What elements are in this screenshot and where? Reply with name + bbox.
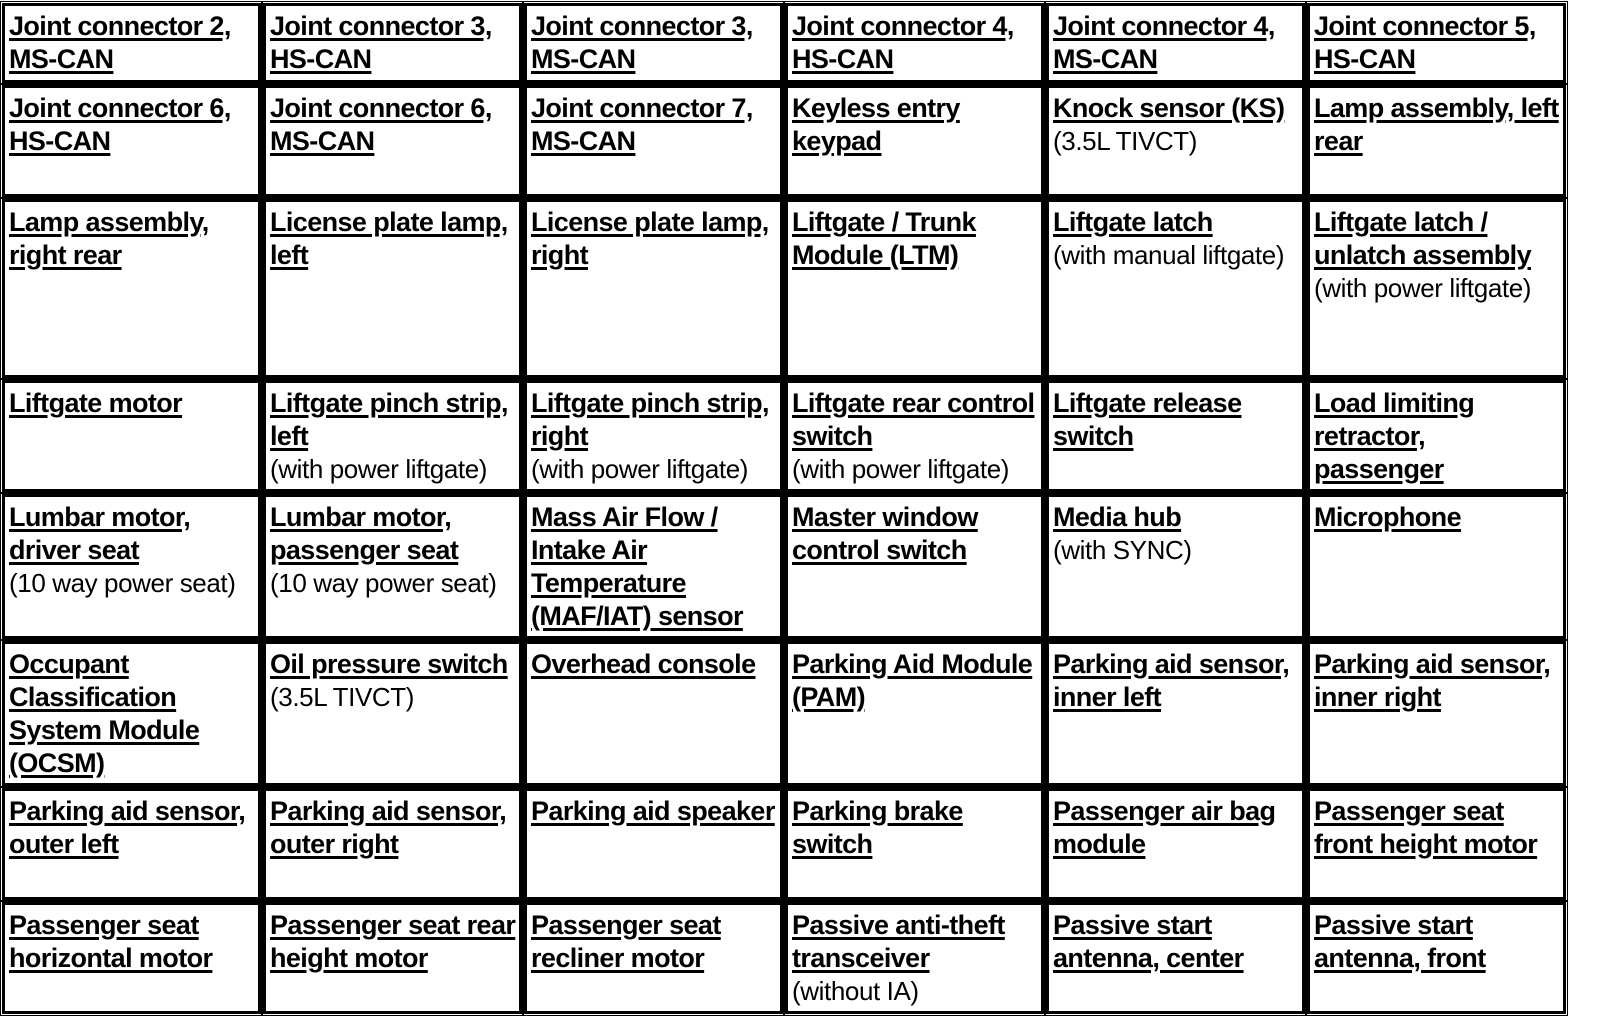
component-note: (with power liftgate)	[1314, 273, 1532, 303]
component-note: (with manual liftgate)	[1053, 240, 1285, 270]
component-link[interactable]: License plate lamp, left	[270, 207, 508, 270]
component-cell[interactable]	[263, 788, 522, 900]
component-link[interactable]: Microphone	[1314, 502, 1461, 532]
component-cell[interactable]	[1046, 199, 1305, 378]
component-cell[interactable]	[263, 380, 522, 492]
component-link[interactable]: Liftgate pinch strip, left	[270, 388, 508, 451]
component-link[interactable]: Parking aid sensor, outer right	[270, 796, 507, 859]
component-cell[interactable]	[1046, 3, 1305, 83]
component-cell[interactable]	[1307, 199, 1566, 378]
component-cell[interactable]	[1307, 85, 1566, 197]
component-cell[interactable]	[2, 902, 261, 1014]
component-link[interactable]: Joint connector 6, HS-CAN	[9, 93, 231, 156]
component-link[interactable]: Master window control switch	[792, 502, 978, 565]
component-cell[interactable]	[1307, 380, 1566, 492]
component-cell[interactable]	[785, 788, 1044, 900]
component-cell[interactable]	[263, 199, 522, 378]
component-cell[interactable]	[2, 788, 261, 900]
component-cell[interactable]	[2, 380, 261, 492]
component-cell[interactable]	[1307, 788, 1566, 900]
component-link[interactable]: Lamp assembly, left rear	[1314, 93, 1559, 156]
component-link[interactable]: Liftgate motor	[9, 388, 183, 418]
component-link[interactable]: Parking aid sensor, inner left	[1053, 649, 1290, 712]
component-link[interactable]: Overhead console	[531, 649, 756, 679]
component-cell[interactable]	[2, 3, 261, 83]
component-note: (3.5L TIVCT)	[270, 682, 415, 712]
component-link[interactable]: Passive start antenna, center	[1053, 910, 1244, 973]
component-note: (without IA)	[792, 976, 919, 1006]
component-cell[interactable]	[524, 494, 783, 639]
component-link[interactable]: Passenger air bag module	[1053, 796, 1276, 859]
component-note: (with power liftgate)	[270, 454, 488, 484]
component-cell[interactable]	[1046, 85, 1305, 197]
component-cell[interactable]	[263, 85, 522, 197]
component-cell[interactable]	[2, 85, 261, 197]
component-cell[interactable]	[524, 380, 783, 492]
component-cell[interactable]	[2, 641, 261, 786]
component-note: (10 way power seat)	[270, 568, 497, 598]
component-cell[interactable]	[263, 902, 522, 1014]
component-link[interactable]: Liftgate / Trunk Module (LTM)	[792, 207, 976, 270]
component-link[interactable]: Parking brake switch	[792, 796, 963, 859]
component-link[interactable]: Load limiting retractor, passenger	[1314, 388, 1475, 484]
component-link[interactable]: Media hub	[1053, 502, 1182, 532]
component-link[interactable]: Lumbar motor, passenger seat	[270, 502, 459, 565]
component-link[interactable]: Joint connector 4, HS-CAN	[792, 11, 1014, 74]
component-link[interactable]: Occupant Classification System Module (OCSM)	[9, 649, 200, 778]
component-link[interactable]: Joint connector 2, MS-CAN	[9, 11, 231, 74]
component-cell[interactable]	[1046, 380, 1305, 492]
component-link[interactable]: Joint connector 7, MS-CAN	[531, 93, 753, 156]
component-link[interactable]: License plate lamp, right	[531, 207, 769, 270]
component-cell[interactable]	[1046, 494, 1305, 639]
component-link[interactable]: Knock sensor (KS)	[1053, 93, 1285, 123]
component-cell[interactable]	[1046, 641, 1305, 786]
component-cell[interactable]	[1307, 494, 1566, 639]
component-link[interactable]: Liftgate latch / unlatch assembly	[1314, 207, 1531, 270]
component-note: (10 way power seat)	[9, 568, 236, 598]
component-link[interactable]: Keyless entry keypad	[792, 93, 960, 156]
component-cell[interactable]	[785, 3, 1044, 83]
component-cell[interactable]	[524, 3, 783, 83]
component-link[interactable]: Lumbar motor, driver seat	[9, 502, 191, 565]
component-cell[interactable]	[1046, 788, 1305, 900]
component-link[interactable]: Passive start antenna, front	[1314, 910, 1486, 973]
component-cell[interactable]	[524, 85, 783, 197]
component-note: (with SYNC)	[1053, 535, 1192, 565]
component-index-table	[2, 3, 1566, 1014]
component-cell[interactable]	[263, 494, 522, 639]
component-cell[interactable]	[1046, 902, 1305, 1014]
component-cell[interactable]	[785, 199, 1044, 378]
component-link[interactable]: Joint connector 5, HS-CAN	[1314, 11, 1536, 74]
component-cell[interactable]	[785, 641, 1044, 786]
component-link[interactable]: Liftgate pinch strip, right	[531, 388, 769, 451]
component-link[interactable]: Liftgate latch	[1053, 207, 1213, 237]
component-cell[interactable]	[2, 494, 261, 639]
component-cell[interactable]	[524, 902, 783, 1014]
component-note: (with power liftgate)	[531, 454, 749, 484]
component-link[interactable]: Joint connector 3, HS-CAN	[270, 11, 492, 74]
component-link[interactable]: Liftgate rear control switch	[792, 388, 1035, 451]
component-link[interactable]: Oil pressure switch	[270, 649, 508, 679]
component-link[interactable]: Mass Air Flow / Intake Air Temperature (MAF/IAT) sensor	[531, 502, 743, 631]
component-cell[interactable]	[524, 641, 783, 786]
component-cell[interactable]	[785, 494, 1044, 639]
component-link[interactable]: Passenger seat recliner motor	[531, 910, 721, 973]
component-link[interactable]: Passenger seat rear height motor	[270, 910, 516, 973]
component-link[interactable]: Joint connector 3, MS-CAN	[531, 11, 753, 74]
component-link[interactable]: Lamp assembly, right rear	[9, 207, 209, 270]
component-link[interactable]: Parking aid speaker	[531, 796, 775, 826]
component-cell[interactable]	[785, 85, 1044, 197]
component-link[interactable]: Parking aid sensor, outer left	[9, 796, 246, 859]
component-cell[interactable]	[263, 641, 522, 786]
component-link[interactable]: Liftgate release switch	[1053, 388, 1242, 451]
component-cell[interactable]	[1307, 3, 1566, 83]
component-cell[interactable]	[263, 3, 522, 83]
component-cell[interactable]	[2, 199, 261, 378]
component-cell[interactable]	[785, 902, 1044, 1014]
component-cell[interactable]	[1307, 641, 1566, 786]
component-link[interactable]: Joint connector 6, MS-CAN	[270, 93, 492, 156]
component-link[interactable]: Passive anti-theft transceiver	[792, 910, 1005, 973]
component-note: (with power liftgate)	[792, 454, 1010, 484]
component-cell[interactable]	[524, 788, 783, 900]
component-cell[interactable]	[1307, 902, 1566, 1014]
component-link[interactable]: Joint connector 4, MS-CAN	[1053, 11, 1275, 74]
component-link[interactable]: Parking aid sensor, inner right	[1314, 649, 1551, 712]
component-note: (3.5L TIVCT)	[1053, 126, 1198, 156]
component-link[interactable]: Parking Aid Module (PAM)	[792, 649, 1033, 712]
component-cell[interactable]	[785, 380, 1044, 492]
component-link[interactable]: Passenger seat horizontal motor	[9, 910, 213, 973]
component-link[interactable]: Passenger seat front height motor	[1314, 796, 1538, 859]
component-cell[interactable]	[524, 199, 783, 378]
